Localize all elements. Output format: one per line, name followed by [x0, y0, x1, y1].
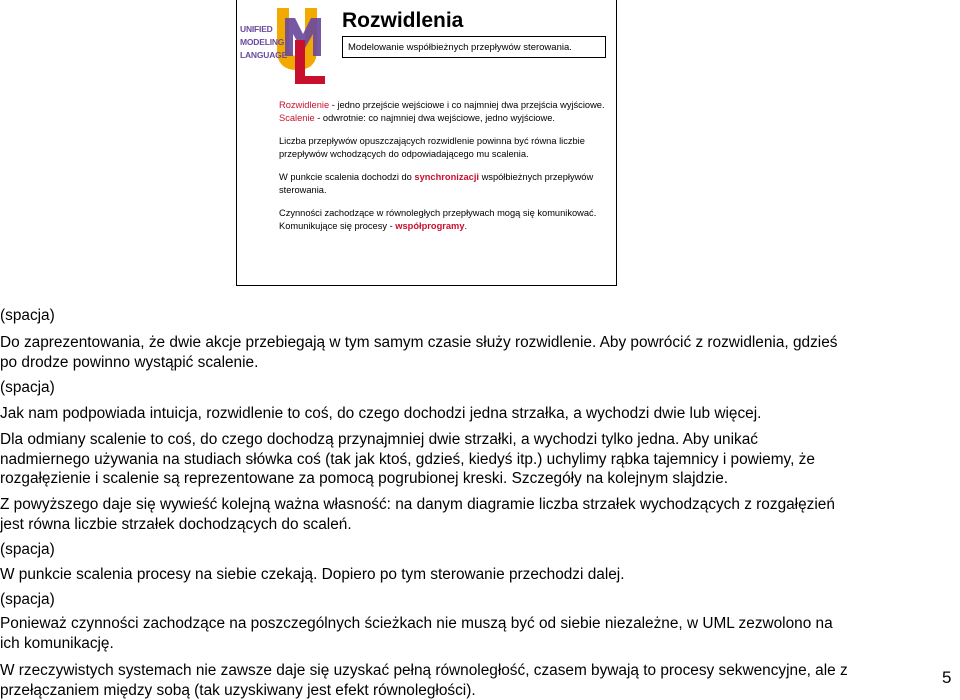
term-scalenie: Scalenie	[279, 112, 315, 123]
note-paragraph: (spacja)	[0, 379, 55, 396]
term-rozwidlenie: Rozwidlenie	[279, 100, 330, 110]
slide-thumbnail	[236, 0, 617, 286]
page-number: 5	[942, 668, 952, 687]
slide-paragraph-2: Liczba przepływów opuszczających rozwidlenie powinna być równa liczbie przepływów wchodzących do odpowiadającego mu scalenia.	[279, 136, 585, 159]
note-paragraph: Ponieważ czynności zachodzące na poszczególnych ścieżkach nie muszą być od siebie niezależne, w UML zezwolono na ich komunikację.	[0, 615, 833, 652]
uml-logo	[237, 0, 337, 86]
note-paragraph: Z powyższego daje się wywieść kolejną ważna własność: na danym diagramie liczba strzałek wychodzących z rozgałęzień jest równa liczbie strzałek dochodzących do scaleń.	[0, 496, 835, 533]
p4-line-1: Czynności zachodzące w równoległych przepływach mogą się komunikować.	[279, 208, 597, 218]
p3-text-b: współbieżnych przepływów sterowania.	[279, 172, 594, 195]
p3-text-a: W punkcie scalenia dochodzi do	[279, 172, 415, 182]
slide-body	[279, 99, 609, 232]
note-paragraph: Do zaprezentowania, że dwie akcje przebiegają w tym samym czasie służy rozwidlenie. Aby powrócić z rozwidlenia, gdzieś po drodze powinno wystąpić scalenie.	[0, 334, 838, 371]
note-paragraph: (spacja)	[0, 307, 55, 324]
slide-title: Rozwidlenia	[342, 9, 464, 32]
note-paragraph: (spacja)	[0, 541, 55, 558]
term-wspolprogramy: współprogramy	[395, 220, 465, 231]
term-synchronizacji: synchronizacji	[414, 172, 479, 182]
logo-line-unified: UNIFIED	[240, 24, 273, 34]
slide-paragraph-3	[279, 171, 609, 196]
logo-line-language: LANGUAGE	[240, 50, 288, 60]
note-paragraph: Dla odmiany scalenie to coś, do czego dochodzą przynajmniej dwie strzałki, a wychodzi tylko jedna. Aby unikać nadmiernego używania na studiach słówka coś (tak jak ktoś, gdzieś, kiedyś itp.) uchylimy rąbka tajemnicy i powiemy, że rozgałęzienie i scalenie są reprezentowane za pomocą pogrubionej kreski. Szczegóły na kolejnym slajdzie.	[0, 431, 815, 487]
p4-text-b: .	[464, 220, 468, 231]
definition-rozwidlenie: - jedno przejście wejściowe i co najmniej dwa przejścia wyjściowe.	[329, 100, 605, 110]
note-paragraph: W punkcie scalenia procesy na siebie czekają. Dopiero po tym sterowanie przechodzi dalej.	[0, 566, 625, 583]
definition-scalenie: - odwrotnie: co najmniej dwa wejściowe, jedno wyjściowe.	[314, 112, 555, 123]
logo-line-modeling: MODELING	[240, 37, 285, 47]
note-paragraph: W rzeczywistych systemach nie zawsze daje się uzyskać pełną równoległość, czasem bywają to procesy sekwencyjne, ale z przełączaniem między sobą (tak uzyskiwany jest efekt równoległości).	[0, 662, 848, 699]
p4-text-a: Komunikujące się procesy -	[279, 220, 396, 231]
note-paragraph: Jak nam podpowiada intuicja, rozwidlenie to coś, do czego dochodzi jedna strzałka, a wychodzi dwie lub więcej.	[0, 405, 762, 422]
slide-paragraph-4	[279, 207, 609, 232]
slide-subtitle: Modelowanie współbieżnych przepływów sterowania.	[342, 36, 606, 58]
slide-paragraph-1	[279, 99, 609, 124]
note-paragraph: (spacja)	[0, 591, 55, 608]
